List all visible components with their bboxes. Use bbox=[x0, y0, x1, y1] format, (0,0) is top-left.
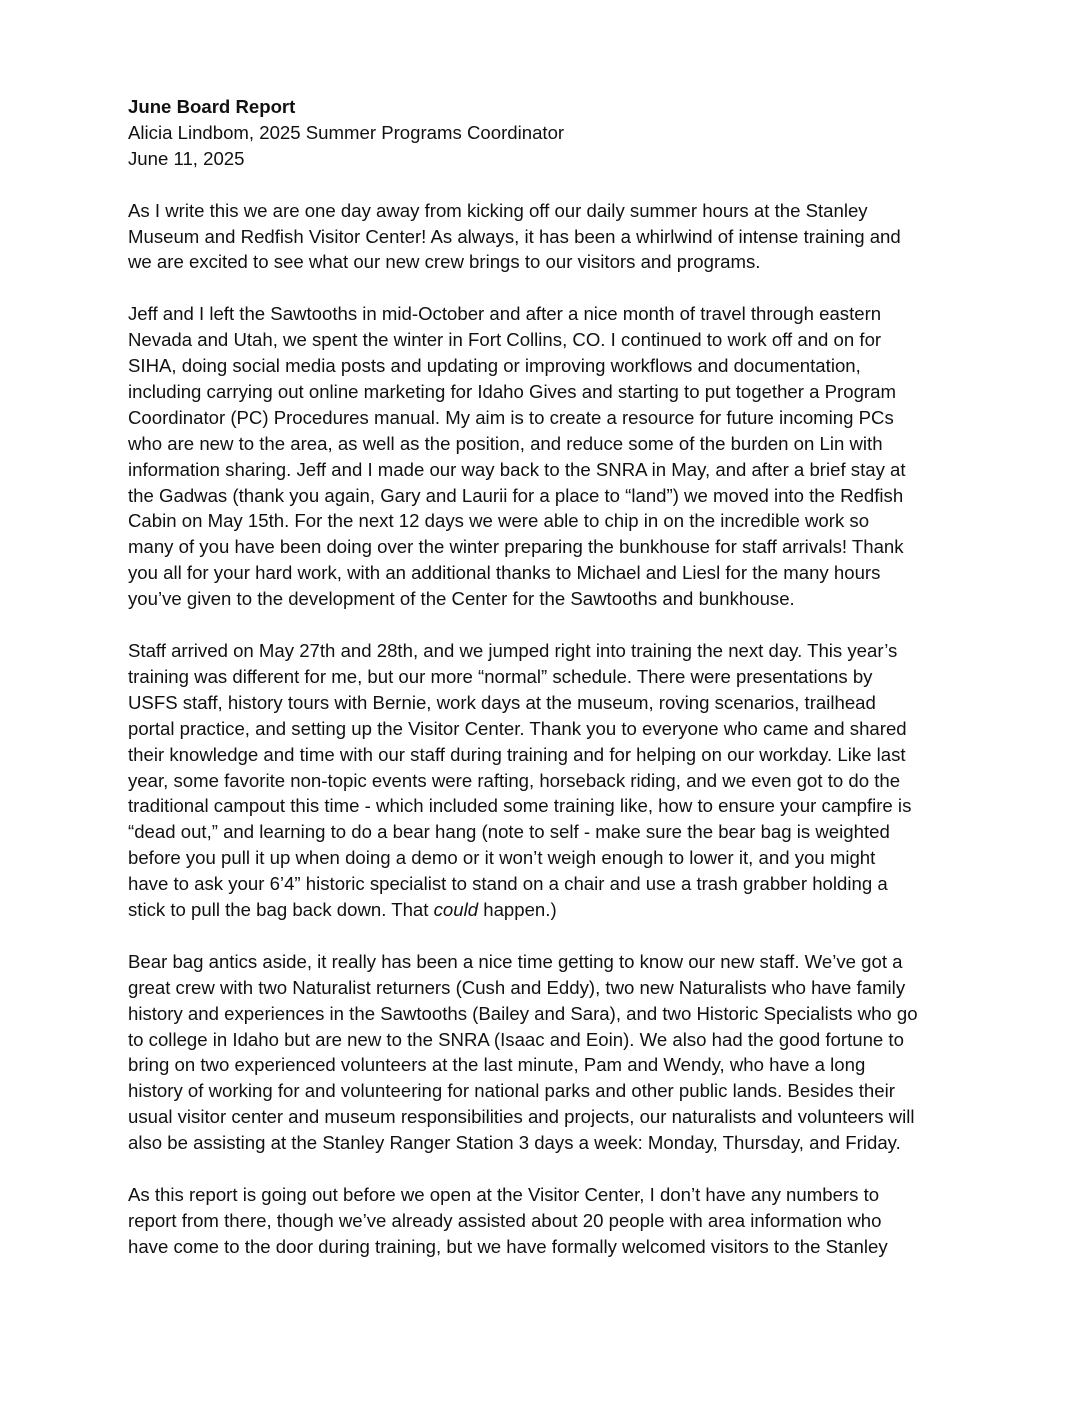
text-line: you all for your hard work, with an additional thanks to Michael and Liesl for the many hours bbox=[128, 562, 881, 584]
text-line: Jeff and I left the Sawtooths in mid-October and after a nice month of travel through eastern bbox=[128, 303, 882, 325]
text-line: report from there, though we’ve already assisted about 20 people with area information who bbox=[128, 1209, 882, 1231]
text-line: portal practice, and setting up the Visitor Center. Thank you to everyone who came and shared bbox=[128, 717, 907, 739]
text-line: USFS staff, history tours with Bernie, work days at the museum, roving scenarios, trailhead bbox=[128, 691, 876, 713]
text-line: history and experiences in the Sawtooths (Bailey and Sara), and two Historic Specialists who go bbox=[128, 1002, 918, 1024]
text-line: before you pull it up when doing a demo or it won’t weigh enough to lower it, and you might bbox=[128, 847, 876, 869]
text-line: Bear bag antics aside, it really has been a nice time getting to know our new staff. We’ve got a bbox=[128, 950, 903, 972]
paragraph-intro bbox=[128, 198, 958, 276]
text-line: usual visitor center and museum responsibilities and projects, our naturalists and volunteers will bbox=[128, 1106, 915, 1128]
text-line: to college in Idaho but are new to the SNRA (Isaac and Eoin). We also had the good fortune to bbox=[128, 1028, 904, 1050]
report-header bbox=[128, 94, 958, 172]
text-line-last bbox=[128, 897, 958, 923]
text-line: great crew with two Naturalist returners (Cush and Eddy), two new Naturalists who have family bbox=[128, 976, 906, 998]
paragraph-staff bbox=[128, 949, 958, 1156]
report-author: Alicia Lindbom, 2025 Summer Programs Coordinator bbox=[128, 121, 565, 143]
text-line: Staff arrived on May 27th and 28th, and we jumped right into training the next day. This year’s bbox=[128, 639, 898, 661]
text-line: Museum and Redfish Visitor Center! As always, it has been a whirlwind of intense training and bbox=[128, 225, 901, 247]
text-line: Coordinator (PC) Procedures manual. My aim is to create a resource for future incoming PCs bbox=[128, 406, 894, 428]
text-line: SIHA, doing social media posts and updating or improving workflows and documentation, bbox=[128, 355, 861, 377]
text-line: the Gadwas (thank you again, Gary and Laurii for a place to “land”) we moved into the Redfish bbox=[128, 484, 904, 506]
paragraph-winter bbox=[128, 301, 958, 612]
text-line: bring on two experienced volunteers at the last minute, Pam and Wendy, who have a long bbox=[128, 1054, 866, 1076]
text-line: training was different for me, but our more “normal” schedule. There were presentations by bbox=[128, 665, 873, 687]
text-line: have to ask your 6’4” historic specialist to stand on a chair and use a trash grabber holding a bbox=[128, 873, 888, 895]
text-line: also be assisting at the Stanley Ranger Station 3 days a week: Monday, Thursday, and Friday. bbox=[128, 1132, 901, 1154]
text-run: stick to pull the bag back down. That bbox=[128, 899, 434, 921]
text-line: As I write this we are one day away from kicking off our daily summer hours at the Stanley bbox=[128, 199, 868, 221]
paragraph-training bbox=[128, 638, 958, 923]
report-date: June 11, 2025 bbox=[128, 147, 245, 169]
text-line: Nevada and Utah, we spent the winter in Fort Collins, CO. I continued to work off and on for bbox=[128, 329, 882, 351]
text-run: happen.) bbox=[478, 899, 557, 921]
paragraph-numbers bbox=[128, 1182, 958, 1260]
text-line: As this report is going out before we open at the Visitor Center, I don’t have any numbers to bbox=[128, 1183, 880, 1205]
text-line: history of working for and volunteering for national parks and other public lands. Besides their bbox=[128, 1080, 895, 1102]
text-line: have come to the door during training, but we have formally welcomed visitors to the Stanley bbox=[128, 1235, 888, 1257]
text-line: including carrying out online marketing for Idaho Gives and starting to put together a Program bbox=[128, 380, 896, 402]
text-line: information sharing. Jeff and I made our way back to the SNRA in May, and after a brief stay at bbox=[128, 458, 906, 480]
text-line: many of you have been doing over the winter preparing the bunkhouse for staff arrivals! Thank bbox=[128, 536, 904, 558]
text-line: traditional campout this time - which included some training like, how to ensure your campfire is bbox=[128, 795, 912, 817]
text-line: who are new to the area, as well as the position, and reduce some of the burden on Lin with bbox=[128, 432, 883, 454]
text-line: you’ve given to the development of the Center for the Sawtooths and bunkhouse. bbox=[128, 588, 795, 610]
text-line: Cabin on May 15th. For the next 12 days we were able to chip in on the incredible work so bbox=[128, 510, 870, 532]
text-line: “dead out,” and learning to do a bear hang (note to self - make sure the bear bag is weighted bbox=[128, 821, 890, 843]
report-title: June Board Report bbox=[128, 96, 296, 117]
document-body bbox=[128, 94, 958, 1286]
emphasis-text: could bbox=[433, 899, 479, 921]
text-line: we are excited to see what our new crew brings to our visitors and programs. bbox=[128, 251, 761, 273]
text-line: their knowledge and time with our staff during training and for helping on our workday. Like last bbox=[128, 743, 906, 765]
text-line: year, some favorite non-topic events were rafting, horseback riding, and we even got to do the bbox=[128, 769, 901, 791]
